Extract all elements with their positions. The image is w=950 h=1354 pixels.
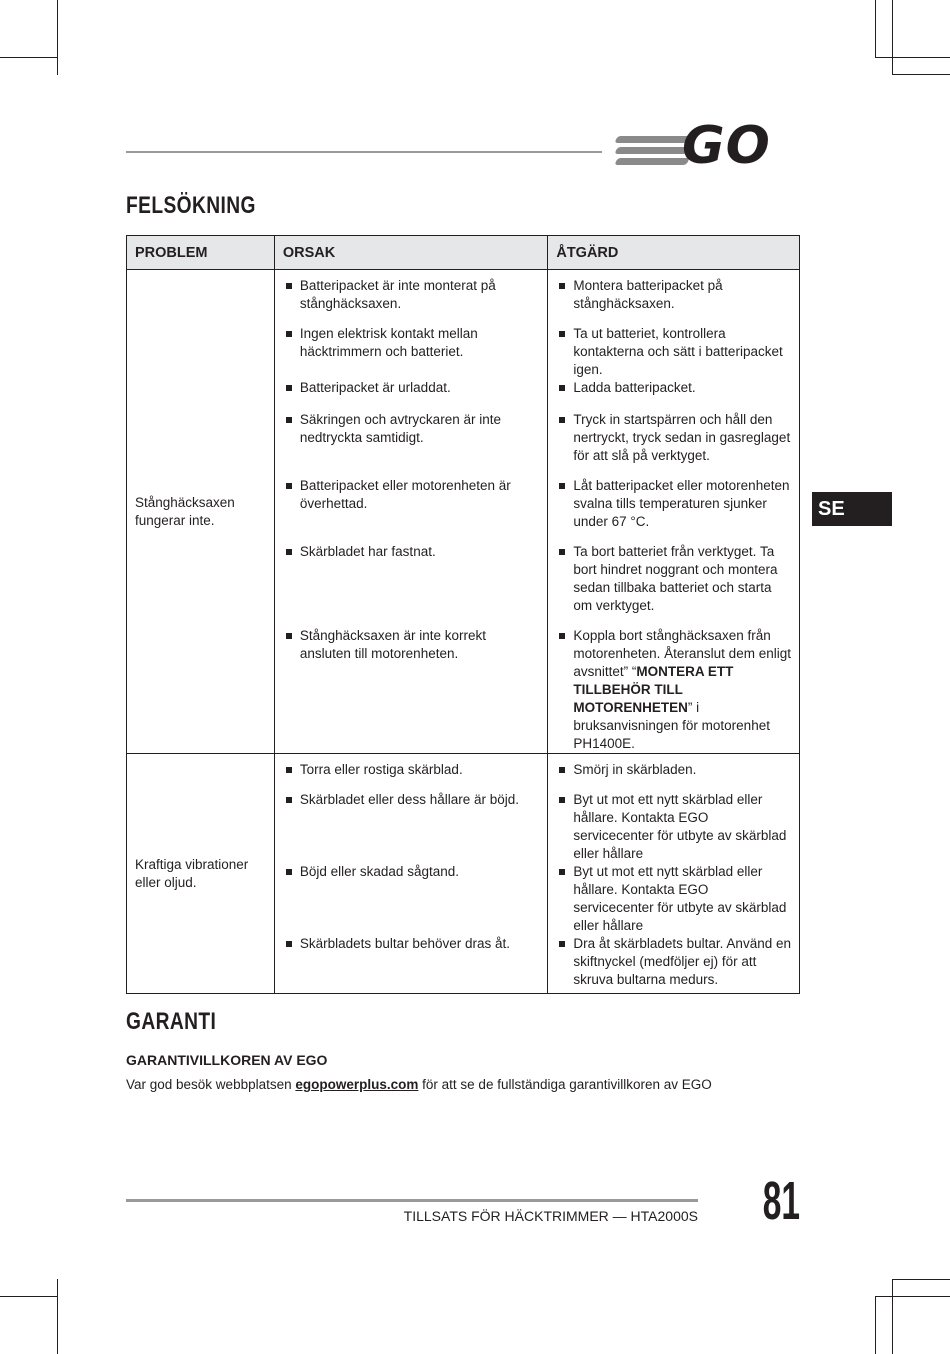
- header-problem: PROBLEM: [127, 236, 275, 270]
- warranty-text-post: för att se de fullständiga garantivillkoren av EGO: [418, 1077, 712, 1092]
- warranty-text: [126, 1077, 712, 1092]
- cause-cell: [274, 270, 547, 326]
- cause-item: Ingen elektrisk kontakt mellan häcktrimmern och batteriet.: [283, 325, 539, 361]
- cause-cell: [274, 325, 547, 379]
- cause-cell: [274, 935, 547, 994]
- action-cell: [548, 791, 800, 863]
- cause-item: Böjd eller skadad sågtand.: [283, 863, 539, 881]
- cause-item: Skärbladet har fastnat.: [283, 543, 539, 561]
- cause-item: Batteripacket eller motorenheten är överhettad.: [283, 477, 539, 513]
- action-cell: [548, 543, 800, 627]
- action-cell: [548, 325, 800, 379]
- warranty-subtitle: GARANTIVILLKOREN AV EGO: [126, 1052, 328, 1068]
- language-tab: SE: [812, 492, 892, 526]
- crop-mark: [0, 57, 58, 58]
- cause-cell: [274, 477, 547, 543]
- action-item: [556, 627, 791, 753]
- action-item: Byt ut mot ett nytt skärblad eller hållare. Kontakta EGO servicecenter för utbyte av skärblad eller hållare: [556, 863, 791, 935]
- action-cell: [548, 935, 800, 994]
- crop-mark: [892, 74, 950, 75]
- crop-mark: [57, 1279, 58, 1354]
- crop-mark: [875, 1296, 950, 1297]
- logo-bar: [614, 147, 689, 154]
- cause-item: Stånghäcksaxen är inte korrekt ansluten till motorenheten.: [283, 627, 539, 663]
- crop-mark: [875, 0, 876, 58]
- header-rule: [126, 151, 602, 153]
- crop-mark: [892, 1279, 950, 1280]
- cause-item: Säkringen och avtryckaren är inte nedtryckta samtidigt.: [283, 411, 539, 447]
- action-bold-text: MONTERA ETT TILLBEHÖR TILL MOTORENHETEN: [573, 664, 734, 715]
- warranty-title: GARANTI: [126, 1008, 217, 1035]
- action-cell: [548, 863, 800, 935]
- cause-cell: [274, 411, 547, 477]
- cause-item: Batteripacket är inte monterat på stånghäcksaxen.: [283, 277, 539, 313]
- cause-cell: [274, 863, 547, 935]
- crop-mark: [892, 1279, 893, 1354]
- problem-cell: Stånghäcksaxen fungerar inte.: [127, 270, 275, 754]
- cause-cell: [274, 791, 547, 863]
- cause-cell: [274, 627, 547, 754]
- cause-cell: [274, 543, 547, 627]
- crop-mark: [892, 0, 893, 75]
- crop-mark: [57, 0, 58, 75]
- action-item: Dra åt skärbladets bultar. Använd en skiftnyckel (medföljer ej) för att skruva bultarna medurs.: [556, 935, 791, 989]
- action-item: Byt ut mot ett nytt skärblad eller hållare. Kontakta EGO servicecenter för utbyte av skärblad eller hållare: [556, 791, 791, 863]
- warranty-link[interactable]: egopowerplus.com: [295, 1077, 419, 1092]
- logo-bar: [614, 136, 689, 143]
- problem-cell: Kraftiga vibrationer eller oljud.: [127, 754, 275, 994]
- footer-product: TILLSATS FÖR HÄCKTRIMMER — HTA2000S: [403, 1208, 698, 1224]
- action-cell: [548, 270, 800, 326]
- action-item: Ladda batteripacket.: [556, 379, 791, 397]
- ego-logo: [616, 116, 800, 176]
- logo-wordmark: GO: [682, 116, 771, 176]
- action-text: Koppla bort stånghäcksaxen från motorenheten. Återanslut dem enligt avsnittet” “: [573, 628, 791, 679]
- action-item: Smörj in skärbladen.: [556, 761, 791, 779]
- action-text: ” i bruksanvisningen för motorenhet PH1400E.: [573, 700, 770, 751]
- action-item: Låt batteripacket eller motorenheten svalna tills temperaturen sjunker under 67 °C.: [556, 477, 791, 531]
- cause-cell: [274, 379, 547, 411]
- action-cell: [548, 411, 800, 477]
- action-item: Ta bort batteriet från verktyget. Ta bort hindret noggrant och montera sedan tillbaka batteriet och starta om verktyget.: [556, 543, 791, 615]
- cause-item: Skärbladets bultar behöver dras åt.: [283, 935, 539, 953]
- page-number: 81: [762, 1171, 800, 1231]
- crop-mark: [0, 1296, 58, 1297]
- cause-cell: [274, 754, 547, 792]
- troubleshooting-title: FELSÖKNING: [126, 192, 256, 219]
- table-header-row: [127, 236, 800, 270]
- action-cell: [548, 477, 800, 543]
- action-item: Montera batteripacket på stånghäcksaxen.: [556, 277, 791, 313]
- footer-rule: [126, 1199, 698, 1202]
- warranty-text-pre: Var god besök webbplatsen: [126, 1077, 296, 1092]
- cause-item: Batteripacket är urladdat.: [283, 379, 539, 397]
- crop-mark: [875, 1296, 876, 1354]
- action-item: Tryck in startspärren och håll den nertryckt, tryck sedan in gasreglaget för att slå på verktyget.: [556, 411, 791, 465]
- action-cell: [548, 379, 800, 411]
- table-row: [127, 754, 800, 792]
- table-row: [127, 270, 800, 326]
- cause-item: Torra eller rostiga skärblad.: [283, 761, 539, 779]
- crop-mark: [875, 57, 950, 58]
- logo-bar: [614, 158, 689, 165]
- action-cell: [548, 754, 800, 792]
- action-item: Ta ut batteriet, kontrollera kontakterna och sätt i batteripacket igen.: [556, 325, 791, 379]
- header-action: ÅTGÄRD: [548, 236, 800, 270]
- action-cell: [548, 627, 800, 754]
- cause-item: Skärbladet eller dess hållare är böjd.: [283, 791, 539, 809]
- header-cause: ORSAK: [274, 236, 547, 270]
- troubleshooting-table: [126, 235, 800, 994]
